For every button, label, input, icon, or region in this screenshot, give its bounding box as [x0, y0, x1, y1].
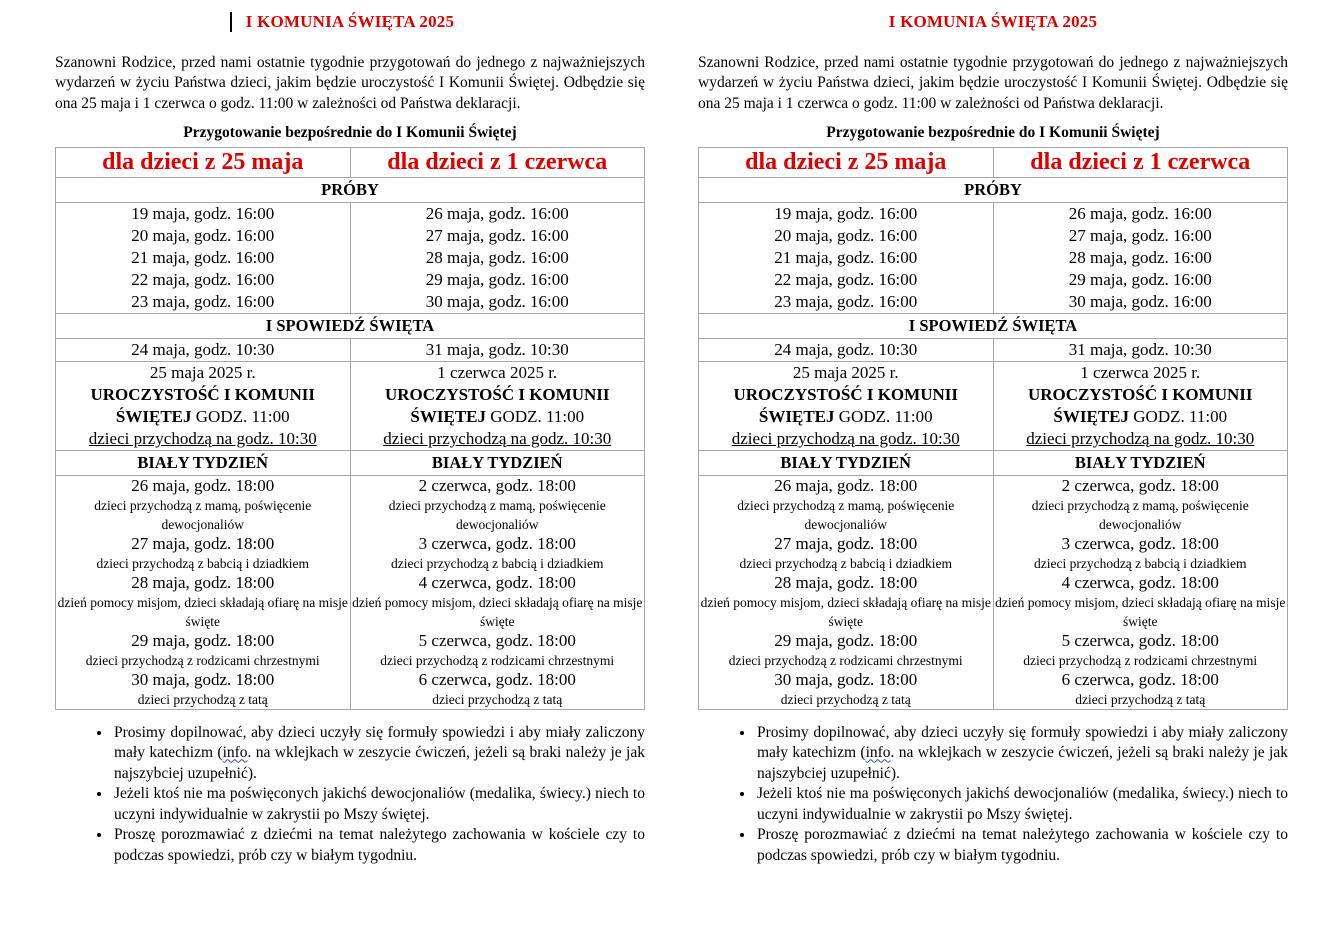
- tydzien-day: 4 czerwca, godz. 18:00: [1061, 572, 1219, 592]
- tydzien-day: 4 czerwca, godz. 18:00: [418, 572, 576, 592]
- uroczystosc-title-word: ŚWIĘTEJ: [410, 406, 487, 426]
- leaflet-left: [55, 0, 645, 866]
- proby-date: 29 maja, godz. 16:00: [1068, 269, 1212, 289]
- tydzien-list-25-maja: [699, 475, 994, 709]
- proby-dates-1-czerwca: [993, 202, 1288, 313]
- uroczystosc-title: UROCZYSTOŚĆ I KOMUNII: [90, 384, 315, 404]
- proby-date: 30 maja, godz. 16:00: [1068, 291, 1212, 311]
- tydzien-day: 5 czerwca, godz. 18:00: [1061, 630, 1219, 650]
- tydzien-note: dzieci przychodzą z babcią i dziadkiem: [96, 555, 309, 571]
- proby-date: 19 maja, godz. 16:00: [774, 203, 918, 223]
- uroczystosc-date: 25 maja 2025 r.: [792, 362, 899, 382]
- proby-date: 23 maja, godz. 16:00: [131, 291, 275, 311]
- uroczystosc-title-word: ŚWIĘTEJ: [115, 406, 192, 426]
- tydzien-day: 30 maja, godz. 18:00: [131, 669, 275, 689]
- note-item: • Proszę porozmawiać z dziećmi na temat należytego zachowania w kościele czy to podczas spowiedzi, prób czy w białym tygodniu.: [755, 825, 1288, 866]
- intro-paragraph: Szanowni Rodzice, przed nami ostatnie tygodnie przygotowań do jednego z najważniejszych wydarzeń w życiu Państwa dzieci, jakim będzie uroczystość I Komunii Świętej. Odbędzie się ona 25 maja i 1 czerwca o godz. 11:00 w zależności od Państwa deklaracji.: [55, 54, 645, 112]
- section-header-bialy-tydzien: BIAŁY TYDZIEŃ: [350, 450, 645, 475]
- group-header-1-czerwca: dla dzieci z 1 czerwca: [993, 147, 1288, 177]
- tydzien-list-25-maja: [56, 475, 351, 709]
- proby-date: 20 maja, godz. 16:00: [774, 225, 918, 245]
- tydzien-note: dzieci przychodzą z rodzicami chrzestnymi: [1023, 652, 1258, 668]
- proby-date: 22 maja, godz. 16:00: [131, 269, 275, 289]
- proby-dates-25-maja: [56, 202, 351, 313]
- document-title: I KOMUNIA ŚWIĘTA 2025: [888, 12, 1098, 31]
- spellcheck-word: info: [865, 744, 891, 762]
- proby-dates-25-maja: [699, 202, 994, 313]
- uroczystosc-title: UROCZYSTOŚĆ I KOMUNII: [1027, 384, 1253, 404]
- uroczystosc-25-maja: [56, 361, 351, 450]
- note-item: • Proszę porozmawiać z dziećmi na temat należytego zachowania w kościele czy to podczas spowiedzi, prób czy w białym tygodniu.: [112, 825, 645, 866]
- proby-date: 27 maja, godz. 16:00: [1068, 225, 1212, 245]
- intro-paragraph: Szanowni Rodzice, przed nami ostatnie tygodnie przygotowań do jednego z najważniejszych wydarzeń w życiu Państwa dzieci, jakim będzie uroczystość I Komunii Świętej. Odbędzie się ona 25 maja i 1 czerwca o godz. 11:00 w zależności od Państwa deklaracji.: [698, 54, 1288, 112]
- tydzien-note: dzieci przychodzą z mamą, poświęcenie dewocjonaliów: [737, 497, 955, 532]
- note-text: Prosimy dopilnować, aby dzieci uczyły się formuły spowiedzi i aby miały zaliczony mały katechizm (: [114, 723, 645, 762]
- tydzien-note: dzieci przychodzą z rodzicami chrzestnymi: [728, 652, 963, 668]
- group-header-25-maja: dla dzieci z 25 maja: [56, 147, 351, 177]
- note-text: . na wklejkach w zeszycie ćwiczeń, jeżeli są braki należy je jak najszybciej uzupełnić).: [757, 744, 1288, 782]
- tydzien-note: dzieci przychodzą z babcią i dziadkiem: [390, 555, 604, 571]
- tydzien-day: 6 czerwca, godz. 18:00: [1061, 669, 1219, 689]
- uroczystosc-date: 1 czerwca 2025 r.: [437, 362, 558, 382]
- tydzien-note: dzieci przychodzą z mamą, poświęcenie dewocjonaliów: [388, 497, 606, 532]
- proby-date: 23 maja, godz. 16:00: [774, 291, 918, 311]
- proby-date: 29 maja, godz. 16:00: [425, 269, 569, 289]
- uroczystosc-arrival: dzieci przychodzą na godz. 10:30: [88, 428, 317, 448]
- tydzien-day: 5 czerwca, godz. 18:00: [418, 630, 576, 650]
- uroczystosc-time: GODZ. 11:00: [191, 406, 290, 426]
- proby-date: 27 maja, godz. 16:00: [425, 225, 569, 245]
- proby-date: 26 maja, godz. 16:00: [425, 203, 569, 223]
- tydzien-list-1-czerwca: [993, 475, 1288, 709]
- tydzien-day: 3 czerwca, godz. 18:00: [418, 533, 576, 553]
- spowiedz-date-25-maja: 24 maja, godz. 10:30: [56, 338, 351, 361]
- proby-date: 30 maja, godz. 16:00: [425, 291, 569, 311]
- tydzien-note: dzieci przychodzą z rodzicami chrzestnymi: [85, 652, 320, 668]
- uroczystosc-1-czerwca: [993, 361, 1288, 450]
- section-header-bialy-tydzien: BIAŁY TYDZIEŃ: [699, 450, 994, 475]
- proby-date: 21 maja, godz. 16:00: [131, 247, 275, 267]
- uroczystosc-date: 1 czerwca 2025 r.: [1080, 362, 1201, 382]
- proby-date: 21 maja, godz. 16:00: [774, 247, 918, 267]
- spowiedz-date-25-maja: 24 maja, godz. 10:30: [699, 338, 994, 361]
- uroczystosc-date: 25 maja 2025 r.: [149, 362, 256, 382]
- uroczystosc-arrival: dzieci przychodzą na godz. 10:30: [383, 428, 612, 448]
- notes-list: [698, 723, 1288, 867]
- tydzien-note: dzieci przychodzą z mamą, poświęcenie dewocjonaliów: [1031, 497, 1249, 532]
- note-item: [112, 723, 645, 785]
- spowiedz-date-1-czerwca: 31 maja, godz. 10:30: [350, 338, 645, 361]
- note-text: . na wklejkach w zeszycie ćwiczeń, jeżeli są braki należy je jak najszybciej uzupełnić).: [114, 744, 645, 782]
- tydzien-day: 2 czerwca, godz. 18:00: [1061, 475, 1219, 495]
- note-item: • Jeżeli ktoś nie ma poświęconych jakichś dewocjonaliów (medalika, świecy.) niech to uczyni indywidualnie w zakrystii po Mszy świętej.: [112, 784, 645, 825]
- tydzien-day: 2 czerwca, godz. 18:00: [418, 475, 576, 495]
- document-title: I KOMUNIA ŚWIĘTA 2025: [245, 12, 455, 31]
- tydzien-day: 6 czerwca, godz. 18:00: [418, 669, 576, 689]
- tydzien-note: dzieci przychodzą z tatą: [432, 691, 563, 707]
- proby-date: 19 maja, godz. 16:00: [131, 203, 275, 223]
- section-header-bialy-tydzien: BIAŁY TYDZIEŃ: [993, 450, 1288, 475]
- section-header-proby: PRÓBY: [699, 177, 1288, 202]
- group-header-25-maja: dla dzieci z 25 maja: [699, 147, 994, 177]
- schedule-table: [698, 147, 1288, 710]
- section-header-bialy-tydzien: BIAŁY TYDZIEŃ: [56, 450, 351, 475]
- uroczystosc-time: GODZ. 11:00: [834, 406, 933, 426]
- tydzien-note: dzieci przychodzą z tatą: [137, 691, 268, 707]
- uroczystosc-arrival: dzieci przychodzą na godz. 10:30: [1026, 428, 1255, 448]
- schedule-subtitle: Przygotowanie bezpośrednie do I Komunii Świętej: [826, 123, 1160, 141]
- tydzien-note: dzień pomocy misjom, dzieci składają ofiarę na misje święte: [57, 594, 348, 629]
- uroczystosc-title-word: ŚWIĘTEJ: [758, 406, 835, 426]
- uroczystosc-title-word: ŚWIĘTEJ: [1053, 406, 1130, 426]
- note-text: Prosimy dopilnować, aby dzieci uczyły się formuły spowiedzi i aby miały zaliczony mały katechizm (: [757, 723, 1288, 762]
- tydzien-day: 28 maja, godz. 18:00: [131, 572, 275, 592]
- note-item: • Jeżeli ktoś nie ma poświęconych jakichś dewocjonaliów (medalika, świecy.) niech to uczyni indywidualnie w zakrystii po Mszy świętej.: [755, 784, 1288, 825]
- leaflet-right: [698, 0, 1288, 866]
- section-header-spowiedz: I SPOWIEDŹ ŚWIĘTA: [699, 313, 1288, 338]
- tydzien-note: dzieci przychodzą z tatą: [780, 691, 911, 707]
- tydzien-note: dzieci przychodzą z babcią i dziadkiem: [1033, 555, 1247, 571]
- tydzien-day: 3 czerwca, godz. 18:00: [1061, 533, 1219, 553]
- proby-date: 20 maja, godz. 16:00: [131, 225, 275, 245]
- proby-dates-1-czerwca: [350, 202, 645, 313]
- uroczystosc-1-czerwca: [350, 361, 645, 450]
- schedule-table: [55, 147, 645, 710]
- uroczystosc-time: GODZ. 11:00: [486, 406, 585, 426]
- proby-date: 28 maja, godz. 16:00: [425, 247, 569, 267]
- schedule-subtitle: Przygotowanie bezpośrednie do I Komunii Świętej: [183, 123, 517, 141]
- tydzien-note: dzień pomocy misjom, dzieci składają ofiarę na misje święte: [352, 594, 643, 629]
- uroczystosc-25-maja: [699, 361, 994, 450]
- tydzien-note: dzień pomocy misjom, dzieci składają ofiarę na misje święte: [995, 594, 1286, 629]
- tydzien-day: 26 maja, godz. 18:00: [131, 475, 275, 495]
- tydzien-note: dzień pomocy misjom, dzieci składają ofiarę na misje święte: [700, 594, 991, 629]
- uroczystosc-title: UROCZYSTOŚĆ I KOMUNII: [384, 384, 610, 404]
- proby-date: 28 maja, godz. 16:00: [1068, 247, 1212, 267]
- tydzien-note: dzieci przychodzą z babcią i dziadkiem: [739, 555, 952, 571]
- tydzien-note: dzieci przychodzą z tatą: [1075, 691, 1206, 707]
- uroczystosc-title: UROCZYSTOŚĆ I KOMUNII: [733, 384, 958, 404]
- tydzien-note: dzieci przychodzą z rodzicami chrzestnymi: [380, 652, 615, 668]
- group-header-1-czerwca: dla dzieci z 1 czerwca: [350, 147, 645, 177]
- uroczystosc-arrival: dzieci przychodzą na godz. 10:30: [731, 428, 960, 448]
- tydzien-day: 27 maja, godz. 18:00: [774, 533, 918, 553]
- notes-list: [55, 723, 645, 867]
- proby-date: 26 maja, godz. 16:00: [1068, 203, 1212, 223]
- spellcheck-word: info: [222, 744, 248, 762]
- proby-date: 22 maja, godz. 16:00: [774, 269, 918, 289]
- tydzien-day: 29 maja, godz. 18:00: [774, 630, 918, 650]
- section-header-spowiedz: I SPOWIEDŹ ŚWIĘTA: [56, 313, 645, 338]
- tydzien-day: 26 maja, godz. 18:00: [774, 475, 918, 495]
- tydzien-day: 30 maja, godz. 18:00: [774, 669, 918, 689]
- tydzien-note: dzieci przychodzą z mamą, poświęcenie dewocjonaliów: [94, 497, 312, 532]
- spowiedz-date-1-czerwca: 31 maja, godz. 10:30: [993, 338, 1288, 361]
- tydzien-day: 27 maja, godz. 18:00: [131, 533, 275, 553]
- note-item: [755, 723, 1288, 785]
- tydzien-day: 28 maja, godz. 18:00: [774, 572, 918, 592]
- section-header-proby: PRÓBY: [56, 177, 645, 202]
- tydzien-day: 29 maja, godz. 18:00: [131, 630, 275, 650]
- uroczystosc-time: GODZ. 11:00: [1129, 406, 1228, 426]
- tydzien-list-1-czerwca: [350, 475, 645, 709]
